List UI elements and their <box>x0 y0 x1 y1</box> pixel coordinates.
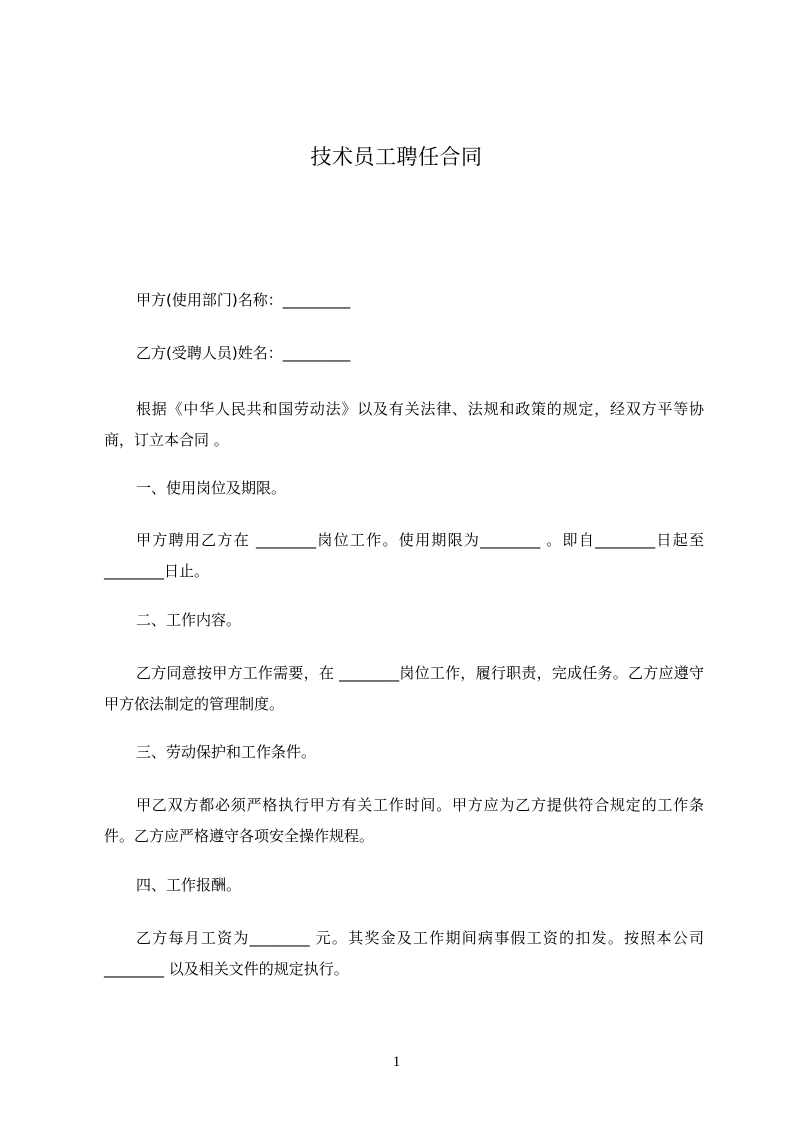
party-b-name-line: 乙方(受聘人员)姓名：_________ <box>136 344 351 362</box>
page-number: 1 <box>392 1054 401 1070</box>
section-heading-3: 三、劳动保护和工作条件。 <box>136 743 317 761</box>
section-body-4: 乙方每月工资为________ 元。其奖金及工作期间病事假工资的扣发。按照本公司________ 以及相关文件的规定执行。 <box>104 929 704 978</box>
section-heading-1: 一、使用岗位及期限。 <box>136 479 287 497</box>
section-heading-4: 四、工作报酬。 <box>136 876 242 894</box>
document-title: 技术员工聘任合同 <box>310 145 483 169</box>
section-body-2: 乙方同意按甲方工作需要，在 ________岗位工作，履行职责，完成任务。乙方应遵守甲方依法制定的管理制度。 <box>104 664 704 713</box>
section-body-1: 甲方聘用乙方在 ________岗位工作。使用期限为________ 。即自________日起至________日止。 <box>104 531 704 580</box>
section-body-3: 甲乙双方都必须严格执行甲方有关工作时间。甲方应为乙方提供符合规定的工作条件。乙方应严格遵守各项安全操作规程。 <box>104 796 704 845</box>
party-a-name-line: 甲方(使用部门)名称：_________ <box>136 291 351 309</box>
section-heading-2: 二、工作内容。 <box>136 611 242 629</box>
preamble-paragraph: 根据《中华人民共和国劳动法》以及有关法律、法规和政策的规定，经双方平等协商，订立本合同 。 <box>104 400 704 449</box>
